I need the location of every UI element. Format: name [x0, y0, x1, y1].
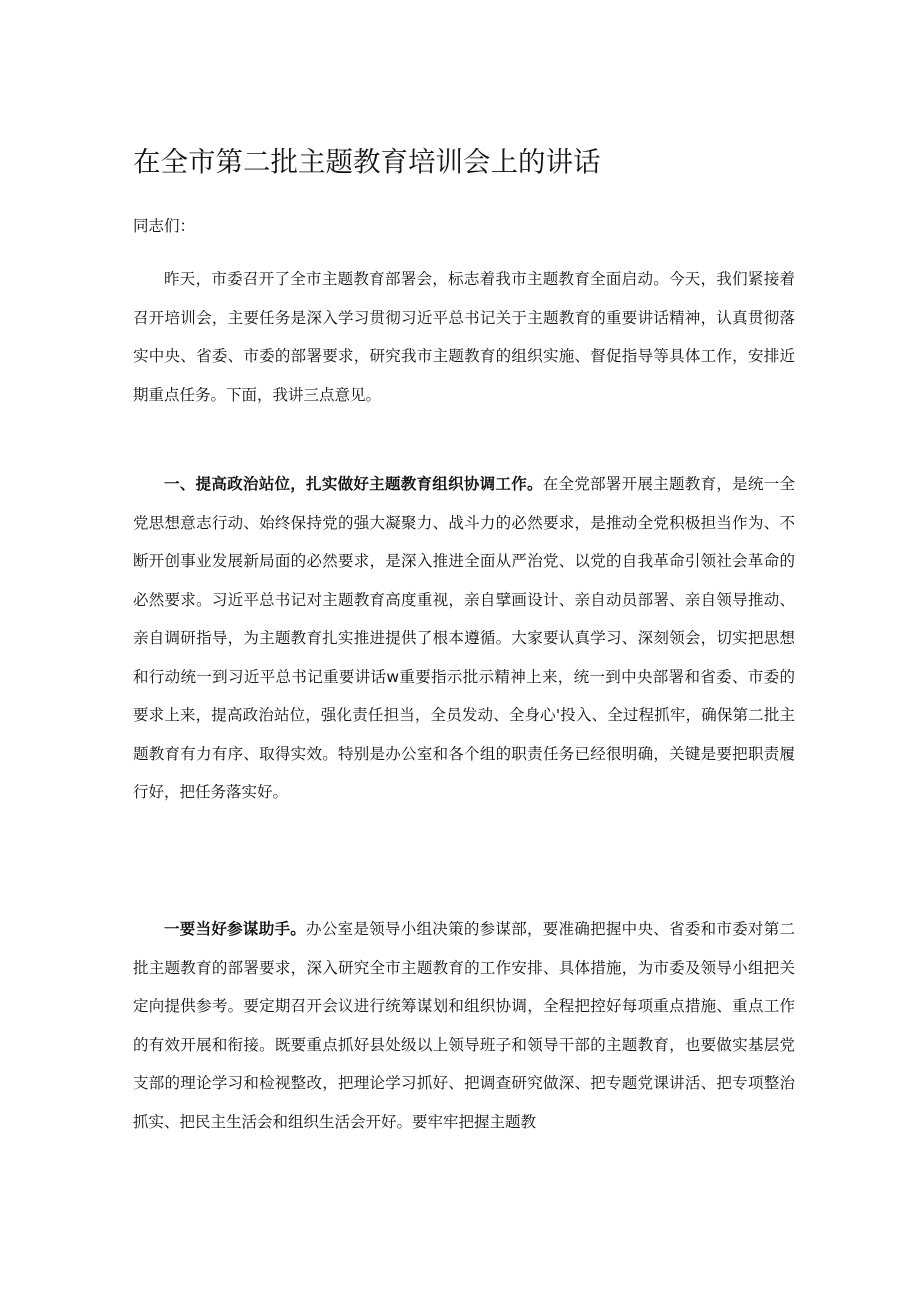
paragraph-body: 在全党部署开展主题教育，是统一全党思想意志行动、始终保持党的强大凝聚力、战斗力的必然要求，是推动全党积极担当作为、不断开创事业发展新局面的必然要求，是深入推进全面从严治党、以党的自我革命引领社会革命的必然要求。习近平总书记对主题教育高度重视，亲自擘画设计、亲自动员部署、亲自领导推动、亲自调研指导，为主题教育扎实推进提供了根本遵循。大家要认真学习、深刻领会，切实把思想和行动统一到习近平总书记重要讲话w重要指示批示精神上来，统一到中央部署和省委、市委的要求上来，提高政治站位，强化责任担当，全员发动、全身心'投入、全过程抓牢，确保第二批主题教育有力有序、取得实效。特别是办公室和各个组的职责任务已经很明确，关键是要把职责履行好，把任务落实好。	[133, 475, 795, 801]
paragraph-opening	[133, 260, 795, 414]
point-heading: 一要当好参谋助手。	[164, 920, 307, 938]
paragraph-body: 昨天，市委召开了全市主题教育部署会，标志着我市主题教育全面启动。今天，我们紧接着召开培训会，主要任务是深入学习贯彻习近平总书记关于主题教育的重要讲话精神，认真贯彻落实中央、省委、市委的部署要求，研究我市主题教育的组织实施、督促指导等具体工作，安排近期重点任务。下面，我讲三点意见。	[133, 270, 795, 404]
paragraph-section-one	[133, 465, 795, 812]
paragraph-body: 办公室是领导小组决策的参谋部，要准确把握中央、省委和市委对第二批主题教育的部署要求，深入研究全市主题教育的工作安排、具体措施，为市委及领导小组把关定向提供参考。要定期召开会议进行统筹谋划和组织协调，全程把控好每项重点措施、重点工作的有效开展和衔接。既要重点抓好县处级以上领导班子和领导干部的主题教育，也要做实基层党支部的理论学习和检视整改，把理论学习抓好、把调查研究做深、把专题党课讲活、把专项整治抓实、把民主生活会和组织生活会开好。要牢牢把握主题教	[133, 920, 795, 1131]
salutation: 同志们：	[133, 217, 196, 235]
document-title: 在全市第二批主题教育培训会上的讲话	[133, 146, 601, 178]
section-heading: 一、提高政治站位，扎实做好主题教育组织协调工作。	[164, 475, 543, 493]
paragraph-point-one	[133, 910, 795, 1141]
